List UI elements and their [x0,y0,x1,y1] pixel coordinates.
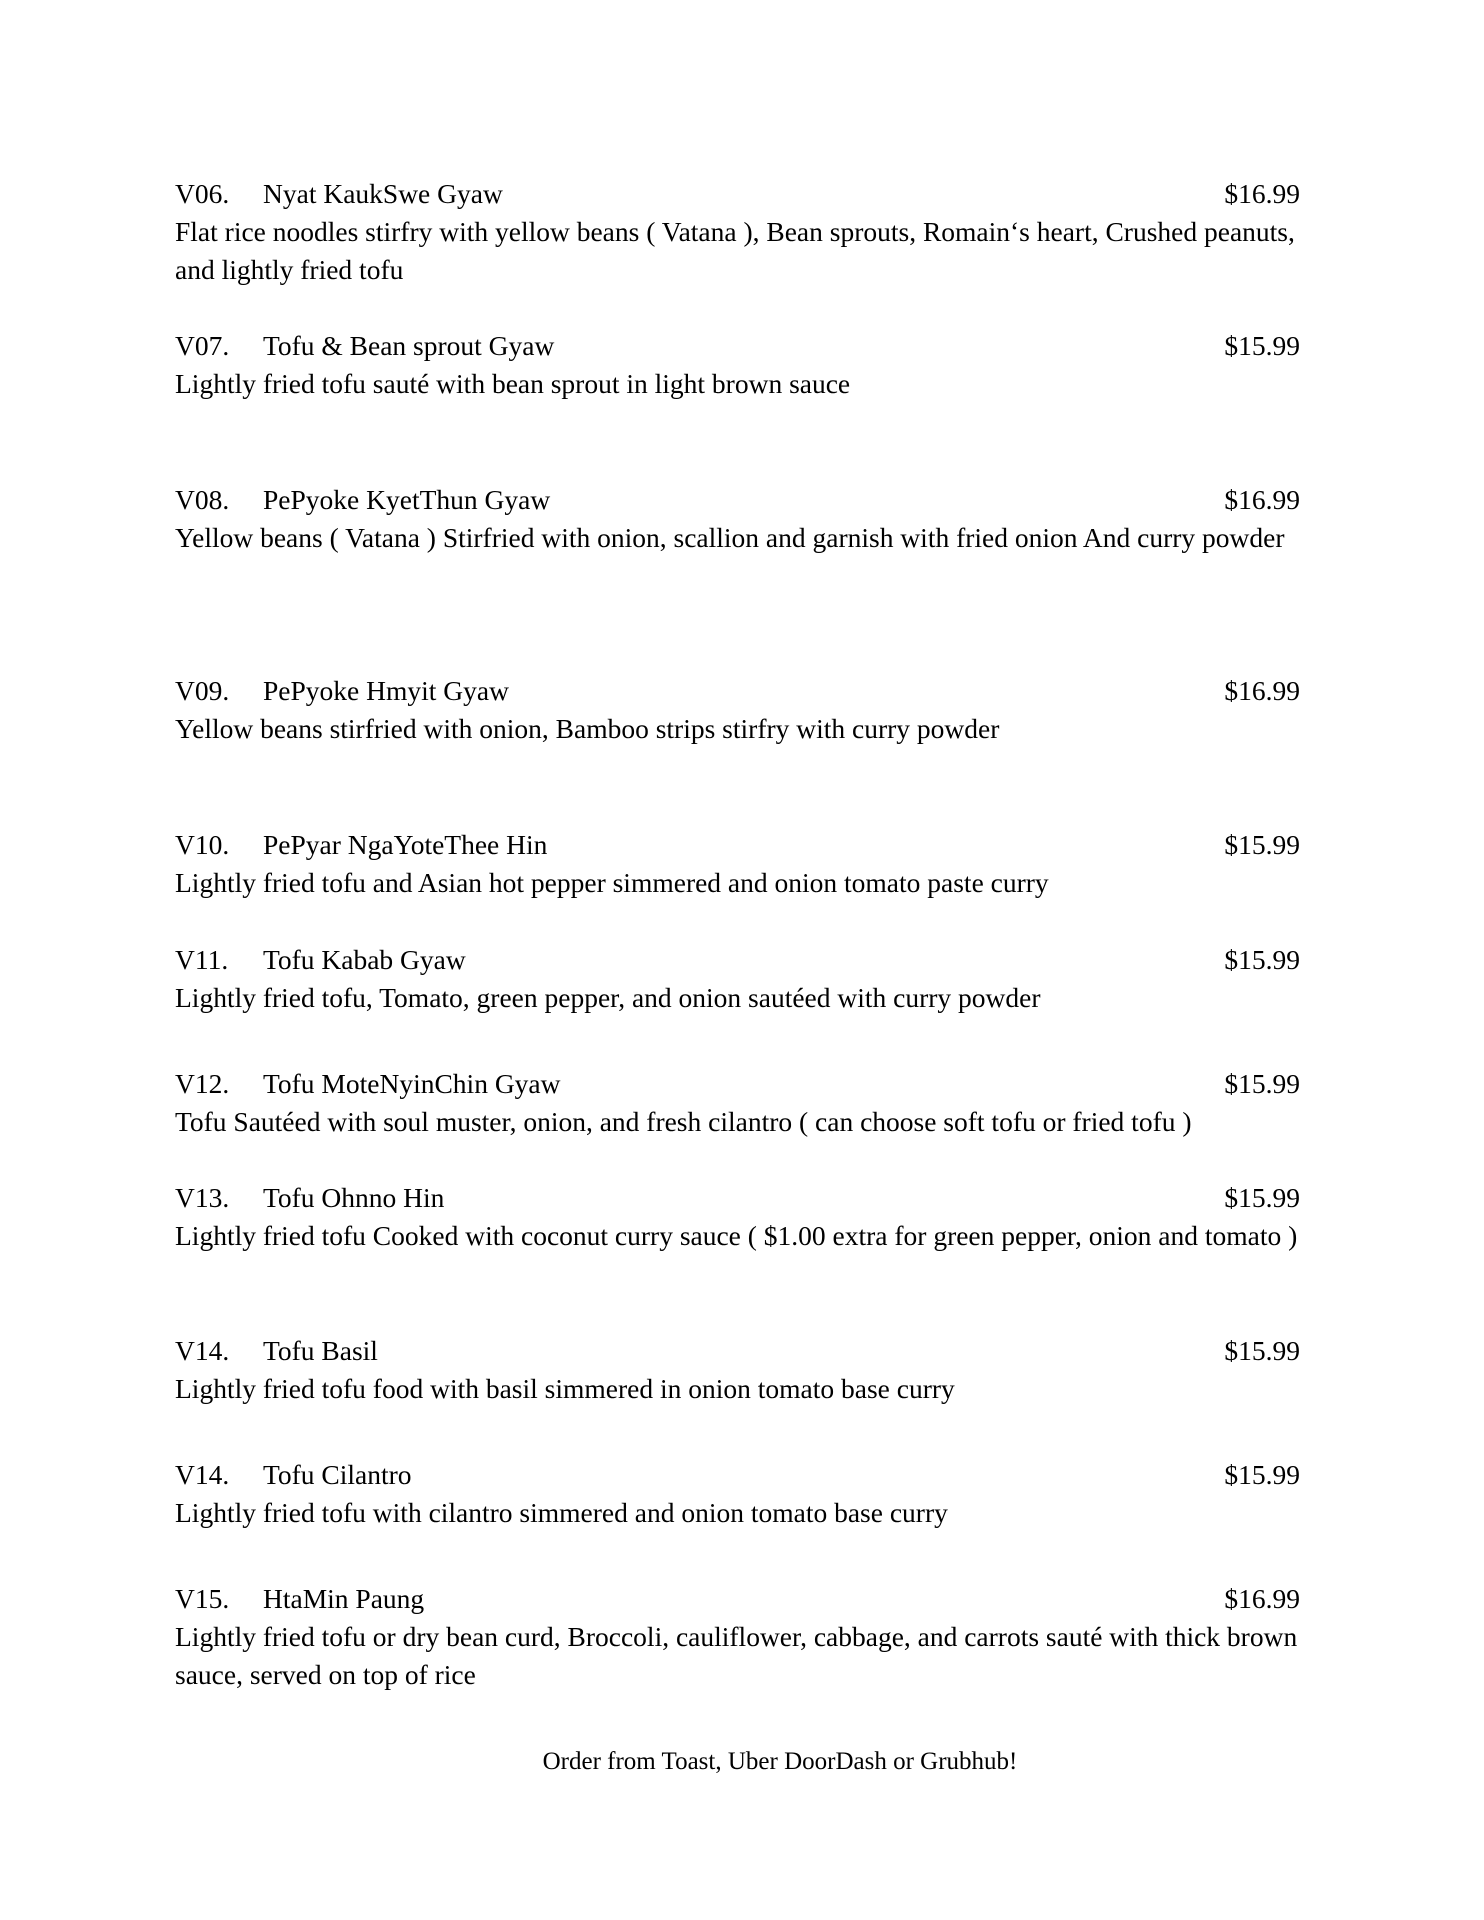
item-name: Tofu Kabab Gyaw [263,944,466,975]
item-price: $16.99 [1224,484,1300,515]
item-code: V12. [175,1068,230,1099]
menu-item-header [175,1580,1300,1618]
menu-item-header [175,1065,1300,1103]
item-description: Lightly fried tofu with cilantro simmered and onion tomato base curry [175,1497,948,1528]
menu-item-header [175,175,1300,213]
item-description: Flat rice noodles stirfry with yellow beans ( Vatana ), Bean sprouts, Romain‘s heart, Crushed peanuts, and lightly fried tofu [175,216,1295,285]
item-description: Tofu Sautéed with soul muster, onion, and fresh cilantro ( can choose soft tofu or fried tofu ) [175,1106,1192,1137]
item-name: PePyoke KyetThun Gyaw [263,484,551,515]
item-name: Tofu Basil [263,1335,378,1366]
menu-item [175,1332,1300,1408]
order-footer-note: Order from Toast, Uber DoorDash or Grubhub! [542,1748,1018,1775]
menu-item [175,1065,1300,1141]
item-price: $15.99 [1224,330,1300,361]
item-code: V09. [175,675,230,706]
menu-item [175,481,1300,557]
item-name: Tofu Ohnno Hin [263,1182,445,1213]
item-code: V11. [175,944,229,975]
menu-item-header [175,1332,1300,1370]
item-price: $15.99 [1224,829,1300,860]
item-code: V07. [175,330,230,361]
item-name: Tofu Cilantro [263,1459,412,1490]
item-price: $15.99 [1224,1335,1300,1366]
menu-item-header [175,481,1300,519]
item-code: V14. [175,1459,230,1490]
item-code: V13. [175,1182,230,1213]
item-code: V06. [175,178,230,209]
item-code: V14. [175,1335,230,1366]
item-description: Yellow beans stirfried with onion, Bamboo strips stirfry with curry powder [175,713,1000,744]
item-name: HtaMin Paung [263,1583,425,1614]
item-name: PePyoke Hmyit Gyaw [263,675,509,706]
item-price: $15.99 [1224,1459,1300,1490]
item-name: Tofu MoteNyinChin Gyaw [263,1068,561,1099]
menu-item-header [175,941,1300,979]
menu-item-header [175,1456,1300,1494]
item-price: $16.99 [1224,675,1300,706]
item-price: $15.99 [1224,944,1300,975]
menu-item-header [175,1179,1300,1217]
menu-item [175,826,1300,902]
item-price: $16.99 [1224,178,1300,209]
menu-item [175,327,1300,403]
item-price: $16.99 [1224,1583,1300,1614]
item-name: Tofu & Bean sprout Gyaw [263,330,555,361]
item-description: Lightly fried tofu, Tomato, green pepper, and onion sautéed with curry powder [175,982,1041,1013]
menu-item [175,175,1300,289]
item-description: Lightly fried tofu Cooked with coconut curry sauce ( $1.00 extra for green pepper, onion and tomato ) [175,1220,1298,1251]
item-description: Lightly fried tofu or dry bean curd, Broccoli, cauliflower, cabbage, and carrots sauté with thick brown sauce, served on top of rice [175,1621,1298,1690]
menu-item-header [175,826,1300,864]
menu-item [175,1456,1300,1532]
menu-item-header [175,327,1300,365]
item-code: V10. [175,829,230,860]
item-name: Nyat KaukSwe Gyaw [263,178,503,209]
menu-item [175,1580,1300,1694]
item-name: PePyar NgaYoteThee Hin [263,829,548,860]
item-price: $15.99 [1224,1068,1300,1099]
item-description: Lightly fried tofu sauté with bean sprout in light brown sauce [175,368,851,399]
menu-item [175,941,1300,1017]
menu-item-header [175,672,1300,710]
item-price: $15.99 [1224,1182,1300,1213]
menu-item [175,672,1300,748]
item-description: Lightly fried tofu and Asian hot pepper simmered and onion tomato paste curry [175,867,1049,898]
item-code: V15. [175,1583,230,1614]
item-description: Yellow beans ( Vatana ) Stirfried with onion, scallion and garnish with fried onion And curry powder [175,522,1285,553]
item-description: Lightly fried tofu food with basil simmered in onion tomato base curry [175,1373,955,1404]
item-code: V08. [175,484,230,515]
menu-item [175,1179,1300,1255]
